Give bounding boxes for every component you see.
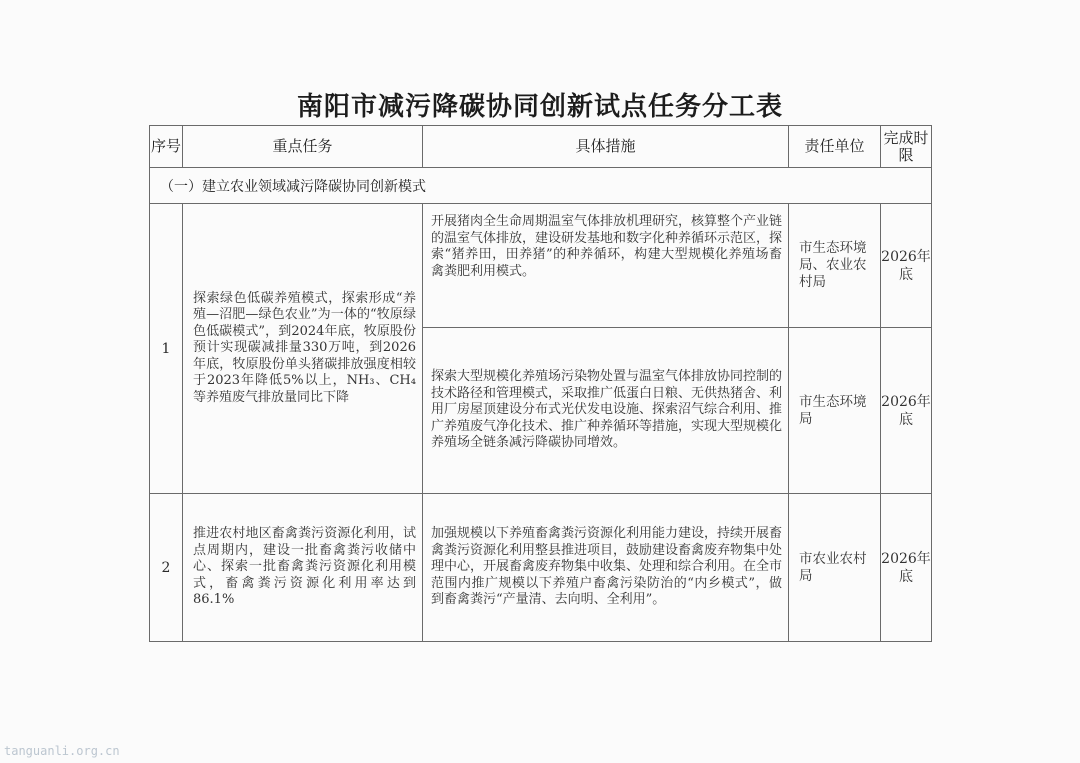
responsible-unit-cell: 市生态环境局、农业农村局: [789, 204, 881, 328]
table-row: [150, 494, 932, 642]
header-task: 重点任务: [183, 126, 423, 168]
key-task-cell: 推进农村地区畜禽粪污资源化利用，试点周期内，建设一批畜禽粪污收储中心、探索一批畜禽粪污资源化利用模式，畜禽粪污资源化利用率达到86.1%: [183, 494, 423, 642]
key-task-cell: 探索绿色低碳养殖模式，探索形成“养殖—沼肥—绿色农业”为一体的“牧原绿色低碳模式”，到2024年底，牧原股份预计实现碳减排量330万吨，到2026年底，牧原股份单头猪碳排放强度相较于2023年降低5%以上，NH₃、CH₄等养殖废气排放量同比下降: [183, 204, 423, 494]
responsible-unit-cell: 市农业农村局: [789, 494, 881, 642]
header-deadline: 完成时限: [881, 126, 932, 168]
measure-cell: 加强规模以下养殖畜禽粪污资源化利用能力建设，持续开展畜禽粪污资源化利用整县推进项目，鼓励建设畜禽废弃物集中处理中心，开展畜禽废弃物集中收集、处理和综合利用。在全市范围内推广规模以下养殖户畜禽污染防治的“内乡模式”，做到畜禽粪污“产量清、去向明、全利用”。: [423, 494, 789, 642]
watermark-text: tanguanli.org.cn: [4, 744, 120, 758]
task-table: [149, 125, 932, 642]
header-row: [150, 126, 932, 168]
responsible-unit-cell: 市生态环境局: [789, 328, 881, 494]
header-unit: 责任单位: [789, 126, 881, 168]
section-title: （一）建立农业领域减污降碳协同创新模式: [150, 168, 932, 204]
deadline-cell: 2026年底: [881, 328, 932, 494]
section-row: [150, 168, 932, 204]
measure-cell: 开展猪肉全生命周期温室气体排放机理研究，核算整个产业链的温室气体排放，建设研发基地和数字化种养循环示范区，探索“猪养田，田养猪”的种养循环，构建大型规模化养殖场畜禽粪肥利用模式。: [423, 204, 789, 328]
header-measure: 具体措施: [423, 126, 789, 168]
deadline-cell: 2026年底: [881, 204, 932, 328]
deadline-cell: 2026年底: [881, 494, 932, 642]
table-row: [150, 204, 932, 328]
row-number: 1: [150, 204, 183, 494]
row-number: 2: [150, 494, 183, 642]
header-seq: 序号: [150, 126, 183, 168]
measure-cell: 探索大型规模化养殖场污染物处置与温室气体排放协同控制的技术路径和管理模式，采取推广低蛋白日粮、无供热猪舍、利用厂房屋顶建设分布式光伏发电设施、探索沼气综合利用、推广养殖废气净化技术、推广种养循环等措施，实现大型规模化养殖场全链条减污降碳协同增效。: [423, 328, 789, 494]
page-title: 南阳市减污降碳协同创新试点任务分工表: [296, 92, 783, 122]
